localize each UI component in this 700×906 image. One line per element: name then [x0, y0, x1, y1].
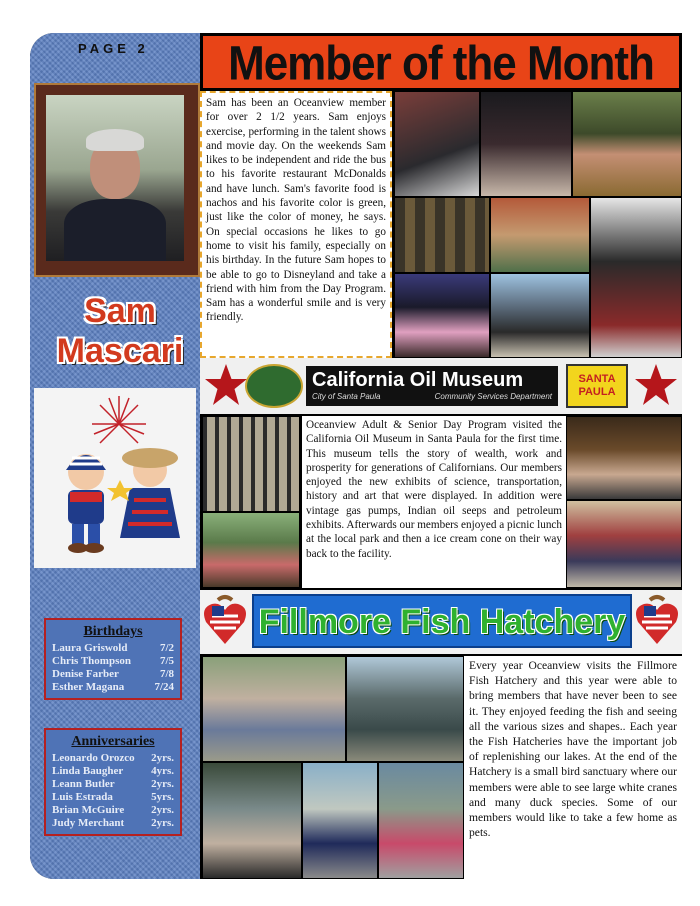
oil-museum-story-text: Oceanview Adult & Senior Day Program visited the California Oil Museum in Santa Paula for the first time. This museum tells the story of wealth, work and prosperity for generations of Californians. Our members enjoyed the new exhibits of science, transportation, history and art that were displayed. In addition were vintage gas pumps, Indian oil seeps and petroleum exhibits. Afterwards our members enjoyed a picnic lunch at the local park and then a ice cream cone on their way back to the facility. [306, 419, 562, 560]
list-item: Denise Farber 7/8 [52, 668, 174, 680]
list-item: Linda Baugher 4yrs. [52, 765, 174, 777]
member-portrait [46, 95, 184, 261]
santa-paula-logo-line2: PAULA [578, 386, 616, 398]
fish-hatchery-title-box [252, 594, 632, 648]
fish-hatchery-story-text: Every year Oceanview visits the Fillmore Fish Hatchery and this year were able to bring members that have never been to see it. They enjoyed feeding the fish and seeing all the various sizes and shapes.. Each year the Fish Hatcheries have the important job of replenishing our lakes. At the end of the Hatchery is a small bird sanctuary where our members were able to see large white cranes and many duck species. Some of our members would like to take a few home as pets. [469, 659, 677, 840]
oil-museum-header [200, 358, 682, 414]
member-photo-1 [394, 91, 480, 197]
oil-museum-seal-icon [245, 364, 303, 408]
sidebar [30, 33, 200, 879]
oil-museum-photo-3 [566, 416, 682, 500]
member-story [200, 91, 392, 358]
oil-museum-subtitle-dept: Community Services Department [434, 392, 552, 401]
member-of-month-title: Member of the Month [228, 36, 654, 91]
member-photo-2 [480, 91, 572, 197]
oil-museum-title: California Oil Museum [312, 369, 524, 391]
fish-hatchery-header [200, 590, 682, 654]
list-item: Laura Griswold 7/2 [52, 642, 174, 654]
star-icon [632, 361, 680, 409]
santa-paula-logo [566, 364, 628, 408]
fish-hatchery-story [464, 656, 682, 879]
member-photo-8 [490, 273, 590, 358]
oil-museum-photo-4 [566, 500, 682, 588]
list-item: Leann Butler 2yrs. [52, 778, 174, 790]
list-item: Judy Merchant 2yrs. [52, 817, 174, 829]
member-portrait-frame [34, 83, 200, 277]
member-photo-4 [394, 197, 490, 273]
list-item: Leonardo Orozco 2yrs. [52, 752, 174, 764]
fish-hatchery-photo-1 [202, 656, 346, 762]
oil-museum-photo-1 [202, 416, 300, 512]
oil-museum-photo-2 [202, 512, 300, 588]
heart-flag-icon [634, 594, 680, 648]
page-number: PAGE 2 [78, 41, 149, 56]
member-last-name: Mascari [56, 332, 184, 370]
oil-museum-subtitle-city: City of Santa Paula [312, 392, 381, 401]
birthdays-heading: Birthdays [83, 624, 143, 639]
newsletter-page [30, 33, 682, 879]
list-item: Brian McGuire 2yrs. [52, 804, 174, 816]
anniversaries-heading: Anniversaries [71, 734, 155, 749]
oil-museum-title-box [306, 366, 558, 406]
firework-icon [92, 396, 146, 443]
member-photo-6 [590, 197, 682, 358]
fish-hatchery-photo-3 [202, 762, 302, 879]
member-photo-7 [394, 273, 490, 358]
oil-museum-story [302, 416, 566, 588]
list-item: Esther Magana 7/24 [52, 681, 174, 693]
patriotic-kids-clipart [34, 388, 196, 568]
anniversaries-box [44, 728, 182, 836]
member-first-name: Sam [84, 292, 156, 330]
member-photo-5 [490, 197, 590, 273]
star-icon [202, 361, 250, 409]
member-story-text: Sam has been an Oceanview member for over 2 1/2 years. Sam enjoys exercise, performing in the talent shows and movie day. On the weekends Sam likes to be independent and ride the bus to his favorite restaurant McDonalds and have lunch. Sam's favorite food is nachos and his favorite color is green, just like the color of money, he says. On special occasions he likes to go home to visit his family, especially on his birthday. In the future Sam hopes to be able to go to Disneyland and take a friend with him from the Day Program. Sam has a wonderful smile and is very friendly. [206, 97, 386, 324]
fish-hatchery-photo-4 [302, 762, 378, 879]
member-photo-3 [572, 91, 682, 197]
fish-hatchery-photo-2 [346, 656, 464, 762]
fish-hatchery-title: Fillmore Fish Hatchery [258, 603, 626, 641]
list-item: Luis Estrada 5yrs. [52, 791, 174, 803]
member-of-month-banner [200, 33, 682, 91]
birthdays-box [44, 618, 182, 700]
heart-flag-icon [202, 594, 248, 648]
list-item: Chris Thompson 7/5 [52, 655, 174, 667]
fish-hatchery-photo-5 [378, 762, 464, 879]
member-name [40, 291, 200, 371]
santa-paula-logo-line1: SANTA [578, 373, 616, 385]
